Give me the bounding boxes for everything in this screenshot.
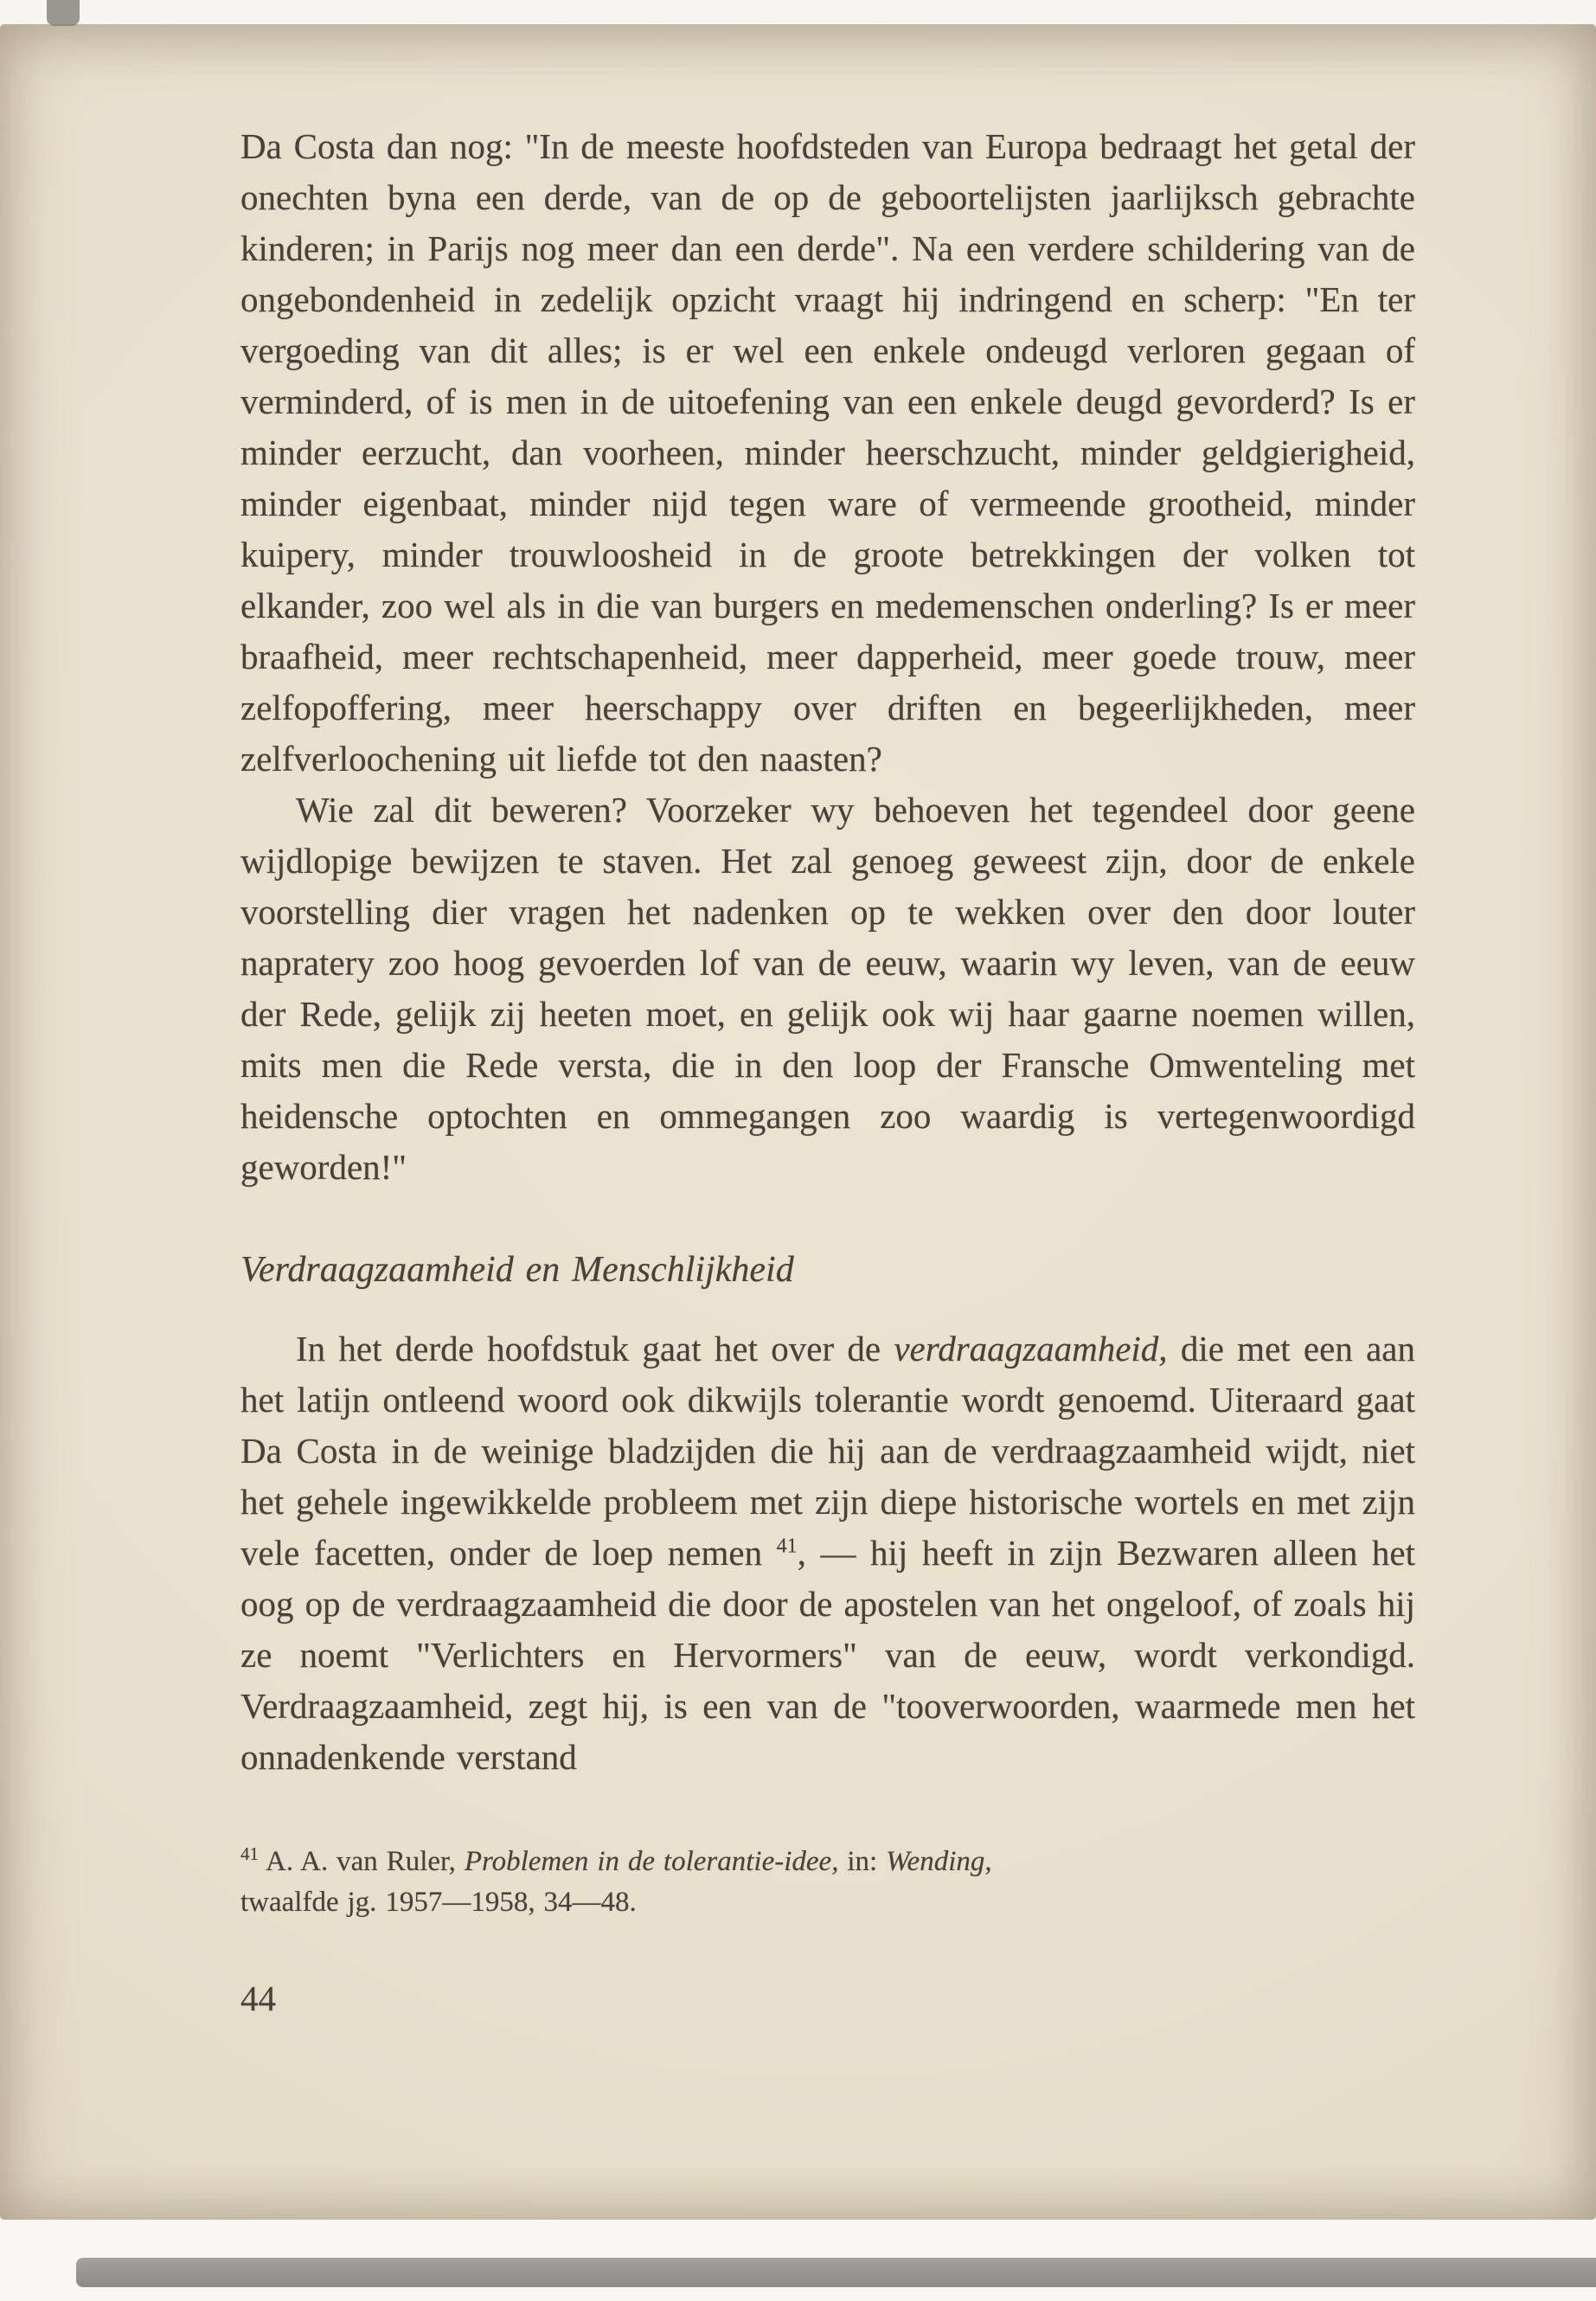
text-segment: in: — [838, 1846, 887, 1877]
scan-bottom-dark-edge — [76, 2258, 1596, 2287]
footnote-line-1 — [240, 1842, 1415, 1882]
footnote-marker: 41 — [240, 1843, 259, 1864]
footnote — [240, 1842, 1415, 1923]
italic-term: verdraagzaamheid, — [894, 1329, 1168, 1368]
text-segment: In het derde hoofdstuk gaat het over de — [296, 1329, 894, 1368]
text-segment: , — hij heeft in zijn Bezwaren alleen het oog op de verdraagzaamheid die door de apostelen van het ongeloof, of zoals hij ze noemt "Verlichters en Hervormers" van de eeuw, wordt verkondigd. Verdraagzaamheid, zegt hij, is een van de "tooverwoorden, waarmede men het onnadenkende verstand — [240, 1533, 1415, 1777]
body-paragraph-2: Wie zal dit beweren? Voorzeker wy behoeven het tegendeel door geene wijdlopige bewijzen te staven. Het zal genoeg geweest zijn, door de enkele voorstelling dier vragen het nadenken op te wekken over den door louter napratery zoo hoog gevoerden lof van de eeuw, waarin wy leven, van de eeuw der Rede, gelijk zij heeten moet, en gelijk ook wij haar gaarne noemen willen, mits men die Rede versta, die in den loop der Fransche Omwenteling met heidensche optochten en ommegangen zoo waardig is vertegenwoordigd geworden!" — [240, 790, 1415, 1187]
footnote-reference: 41 — [776, 1535, 798, 1558]
page-number: 44 — [240, 1978, 276, 2018]
footnote-title-italic: Problemen in de tolerantie-idee, — [464, 1846, 839, 1877]
text-segment: A. A. van Ruler, — [266, 1846, 465, 1877]
footnote-journal-italic: Wending, — [886, 1846, 992, 1877]
body-paragraph-1: Da Costa dan nog: "In de meeste hoofdsteden van Europa bedraagt het getal der onechten byna een derde, van de op de geboortelijsten jaarlijksch gebrachte kinderen; in Parijs nog meer dan een derde". Na een verdere schildering van de ongebondenheid in zedelijk opzicht vraagt hij indringend en scherp: "En ter vergoeding van dit alles; is er wel een enkele ondeugd verloren gegaan of verminderd, of is men in de uitoefening van een enkele deugd gevorderd? Is er minder eerzucht, dan voorheen, minder heerschzucht, minder geldgierigheid, minder eigenbaat, minder nijd tegen ware of vermeende grootheid, minder kuipery, minder trouwloosheid in de groote betrekkingen der volken tot elkander, zoo wel als in die van burgers en medemenschen onderling? Is er meer braafheid, meer rechtschapenheid, meer dapperheid, meer goede trouw, meer zelfopoffering, meer heerschappy over driften en begeerlijkheden, meer zelfverloochening uit liefde tot den naasten? — [240, 126, 1415, 779]
footnote-line-2: twaalfde jg. 1957—1958, 34—48. — [240, 1887, 637, 1918]
text-segment: die met een aan het latijn ontleend woord ook dikwijls tolerantie wordt genoemd. Uiteraard gaat Da Costa in de weinige bladzijden die hij aan de verdraagzaamheid wijdt, niet het gehele ingewikkelde probleem met zijn diepe historische wortels en met zijn vele facetten, onder de loep nemen — [240, 1329, 1415, 1573]
page-text-block — [240, 121, 1415, 2024]
scan-corner-artifact — [47, 0, 80, 26]
body-paragraph-3 — [240, 1324, 1415, 1783]
section-heading: Verdraagzaamheid en Menschlijkheid — [240, 1250, 794, 1290]
